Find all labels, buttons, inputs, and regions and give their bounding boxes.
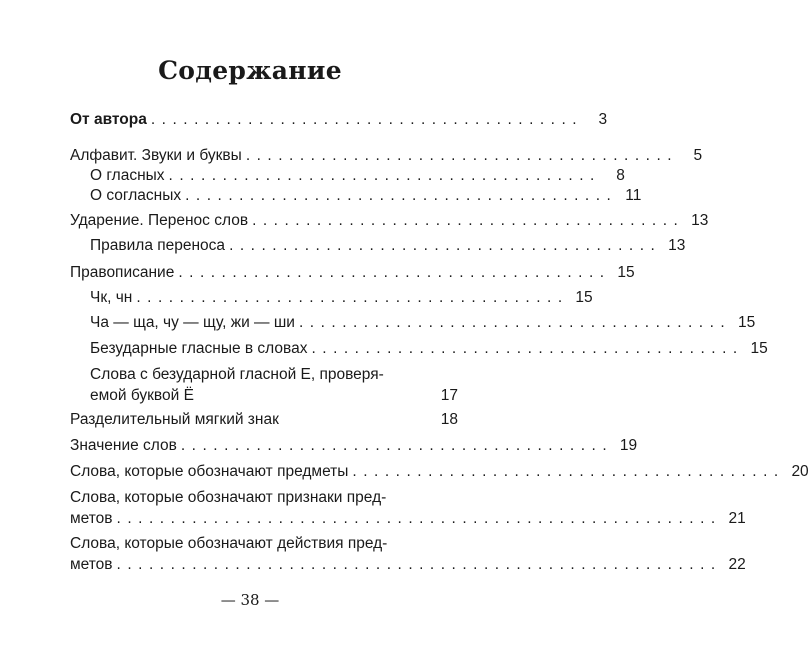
toc-entry-page: 13	[668, 237, 686, 254]
toc-entry-label: Значение слов	[70, 437, 177, 454]
dot-leader: ........................................................	[116, 510, 722, 527]
toc-entry-page: 15	[575, 289, 593, 306]
toc-entry-slova-priznaki[interactable]	[70, 489, 746, 531]
toc-entry-page: 19	[619, 437, 638, 454]
toc-entry-page: 20	[791, 463, 809, 480]
toc-entry-label: От автора	[70, 111, 147, 128]
toc-entry-znachenie-slov[interactable]	[70, 437, 638, 458]
toc-entry-slova-s-bezudarnoy[interactable]	[90, 366, 458, 408]
toc-entry-page: 3	[598, 111, 608, 128]
toc-entry-label-line1: Слова с безударной гласной Е, проверя-	[90, 366, 384, 383]
toc-entry-ot-avtora[interactable]	[70, 111, 608, 132]
toc-entry-label: О согласных	[90, 187, 182, 204]
dot-leader: ........................................	[298, 314, 732, 331]
toc-entry-label: Разделительный мягкий знак	[70, 411, 279, 428]
toc-entry-slova-predmety[interactable]	[70, 463, 809, 484]
toc-entry-label: Безударные гласные в словах	[90, 340, 308, 357]
toc-entry-pravopisanie[interactable]	[70, 264, 635, 285]
dot-leader: ........................................	[180, 437, 614, 454]
toc-entry-page: 15	[617, 264, 635, 281]
toc-entry-page: 21	[728, 510, 746, 527]
dot-leader: ........................................	[150, 111, 584, 128]
toc-entry-page: 8	[616, 167, 625, 184]
toc-entry-label: Чк, чн	[90, 289, 133, 306]
toc-entry-pravila-perenosa[interactable]	[90, 237, 686, 258]
toc-entry-udarenie[interactable]	[70, 212, 709, 233]
toc-entry-bezudarnye[interactable]	[90, 340, 768, 361]
dot-leader: ........................................	[311, 340, 744, 357]
toc-entry-page: 5	[693, 147, 703, 164]
toc-entry-alfavit[interactable]	[70, 147, 703, 168]
toc-entry-page: 18	[440, 411, 458, 428]
page-number: — 38 —	[220, 591, 280, 609]
toc-entry-cha-shcha[interactable]	[90, 314, 756, 335]
toc-entry-label: Правила переноса	[90, 237, 226, 254]
toc-entry-page: 17	[440, 387, 458, 404]
dot-leader: ........................................	[252, 212, 685, 229]
dot-leader: ........................................	[245, 147, 679, 164]
toc-entry-page: 15	[737, 314, 756, 331]
toc-entry-page: 22	[728, 556, 746, 573]
toc-entry-label-line2: метов	[70, 510, 113, 527]
toc-entry-label: Ударение. Перенос слов	[70, 212, 249, 229]
toc-entry-page: 11	[625, 187, 642, 204]
toc-entry-page: 13	[691, 212, 709, 229]
toc-entry-label-line2: емой буквой Ё	[90, 387, 194, 404]
toc-entry-slova-deystviya[interactable]	[70, 535, 746, 577]
toc-entry-o-glasnykh[interactable]	[90, 167, 625, 188]
toc-entry-label: Алфавит. Звуки и буквы	[70, 147, 242, 164]
dot-leader: ........................................	[185, 187, 618, 204]
toc-entry-label: Ча — ща, чу — щу, жи — ши	[90, 314, 295, 331]
toc-entry-label: О гласных	[90, 167, 165, 184]
toc-entry-o-soglasnykh[interactable]	[90, 187, 642, 208]
dot-leader: ........................................	[168, 167, 601, 184]
dot-leader: ........................................	[178, 264, 611, 281]
dot-leader: ........................................................	[116, 556, 722, 573]
toc-entry-label: Правописание	[70, 264, 175, 281]
toc-entry-page: 15	[750, 340, 768, 357]
page-title: Содержание	[158, 56, 342, 85]
toc-entry-label-line2: метов	[70, 556, 113, 573]
toc-entry-razdelitelny[interactable]	[70, 411, 458, 432]
toc-entry-chk-chn[interactable]	[90, 289, 593, 310]
toc-entry-label-line1: Слова, которые обозначают действия пред-	[70, 535, 388, 552]
toc-entry-label-line1: Слова, которые обозначают признаки пред-	[70, 489, 387, 506]
toc-entry-label: Слова, которые обозначают предметы	[70, 463, 349, 480]
dot-leader: ........................................	[229, 237, 662, 254]
dot-leader: ........................................	[136, 289, 569, 306]
dot-leader: ........................................	[352, 463, 785, 480]
